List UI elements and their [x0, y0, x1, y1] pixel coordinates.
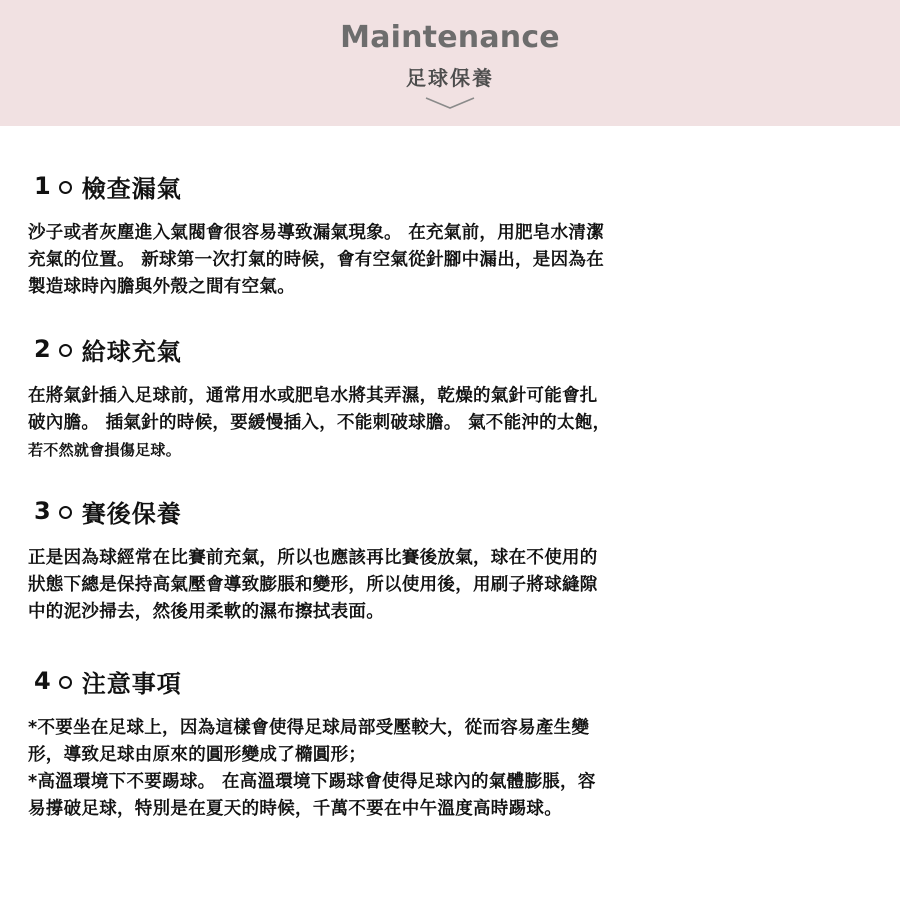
section-heading	[28, 329, 868, 369]
body-line: 充氣的位置。 新球第一次打氣的時候，會有空氣從針腳中漏出，是因為在	[28, 250, 604, 270]
body-line: 製造球時內膽與外殼之間有空氣。	[28, 277, 295, 297]
body-line: 沙子或者灰塵進入氣閥會很容易導致漏氣現象。 在充氣前，用肥皂水清潔	[28, 223, 604, 243]
section-body	[28, 383, 868, 464]
section-title: 檢查漏氣	[81, 174, 182, 203]
body-line: 狀態下總是保持高氣壓會導致膨脹和變形，所以使用後，用刷子將球縫隙	[28, 575, 598, 595]
section-body	[28, 715, 868, 823]
body-line: *不要坐在足球上，因為這樣會使得足球局部受壓較大，從而容易產生變	[28, 718, 590, 738]
body-line: 在將氣針插入足球前，通常用水或肥皂水將其弄濕，乾燥的氣針可能會扎	[28, 386, 598, 406]
section-number: 3	[34, 497, 51, 525]
section-number: 4	[34, 667, 51, 695]
section-heading	[28, 661, 868, 701]
section-heading	[28, 491, 868, 531]
body-line: 破內膽。 插氣針的時候，要緩慢插入，不能刺破球膽。 氣不能沖的太飽，	[28, 413, 611, 433]
section-body	[28, 220, 868, 301]
body-line: 形，導致足球由原來的圓形變成了橢圓形；	[28, 745, 367, 765]
section-heading	[28, 166, 868, 206]
section-body	[28, 545, 868, 626]
body-line: *高溫環境下不要踢球。 在高溫環境下踢球會使得足球內的氣體膨脹，容	[28, 772, 596, 792]
body-line: 正是因為球經常在比賽前充氣，所以也應該再比賽後放氣，球在不使用的	[28, 548, 598, 568]
section-inflate-ball	[28, 329, 868, 464]
header-banner	[0, 0, 900, 126]
bullet-circle-icon	[59, 181, 72, 194]
chevron-down-icon	[425, 96, 475, 110]
body-line: 中的泥沙掃去，然後用柔軟的濕布擦拭表面。	[28, 602, 384, 622]
bullet-circle-icon	[59, 506, 72, 519]
section-number: 1	[34, 172, 51, 200]
section-precautions	[28, 661, 868, 823]
body-line: 若不然就會損傷足球。	[28, 441, 182, 459]
section-number: 2	[34, 335, 51, 363]
section-post-match-care	[28, 491, 868, 626]
section-title: 給球充氣	[81, 337, 182, 366]
body-line: 易撐破足球，特別是在夏天的時候，千萬不要在中午溫度高時踢球。	[28, 799, 562, 819]
page-subtitle: 足球保養	[406, 66, 494, 90]
section-title: 賽後保養	[81, 499, 182, 528]
section-check-leak	[28, 166, 868, 301]
page-title: Maintenance	[340, 20, 560, 55]
section-title: 注意事項	[81, 669, 182, 698]
bullet-circle-icon	[59, 676, 72, 689]
bullet-circle-icon	[59, 344, 72, 357]
